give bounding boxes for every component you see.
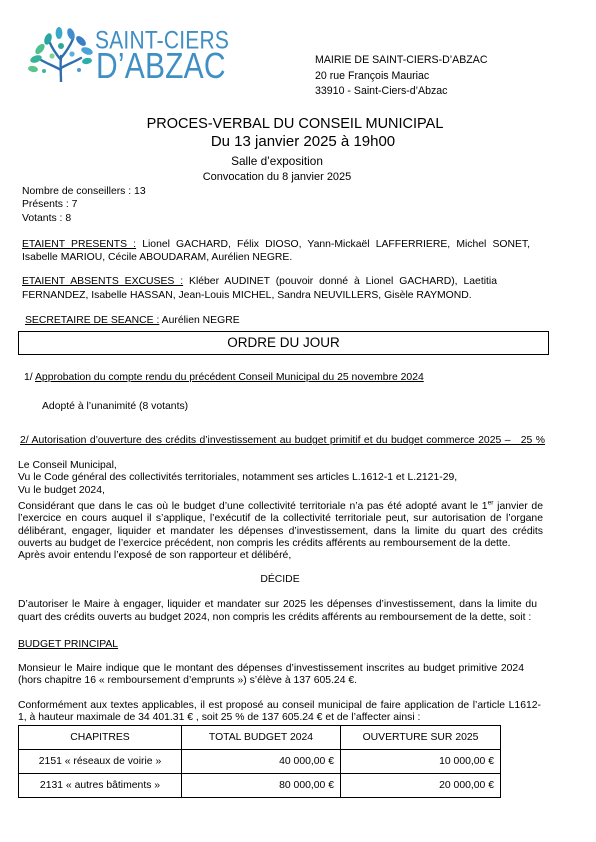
item-1-number: 1/	[24, 372, 33, 383]
proposal-line-1-text: Conformément aux textes applicables, il est proposé au conseil municipal de faire application de l’article L1612-	[18, 700, 541, 711]
present-members-line-1	[22, 239, 530, 251]
councillors-count: Nombre de conseillers : 13	[22, 186, 146, 197]
ordinal-superscript: er	[487, 499, 494, 507]
decide-heading: DÉCIDE	[260, 574, 300, 585]
preamble-line-3: Vu le budget 2024,	[18, 485, 105, 496]
logo-line2: D’ABZAC	[96, 46, 226, 87]
preamble-line-7: ouverts au budget de l’exercice précédent, non compris les crédits afférents au remboursement de la dette.	[18, 538, 511, 549]
preamble-line-6	[18, 526, 543, 538]
absent-members-line-1	[22, 276, 497, 288]
present-count: Présents : 7	[22, 199, 78, 210]
table-header-row	[19, 726, 501, 750]
meeting-date: Du 13 janvier 2025 à 19h00	[210, 133, 396, 150]
preamble-line-5	[18, 513, 543, 525]
meeting-location: Salle d’exposition	[231, 154, 323, 168]
convocation-date: Convocation du 8 janvier 2025	[202, 171, 352, 183]
logo-tree-icon	[28, 26, 94, 82]
preamble-line-4	[18, 501, 543, 513]
voters-count: Votants : 8	[22, 213, 72, 224]
item-1-result: Adopté à l’unanimité (8 votants)	[42, 401, 189, 412]
amount-line-2: (hors chapitre 16 « remboursement d’emprunts ») s’élève à 137 605.24 €.	[18, 675, 358, 686]
agenda-title: ORDRE DU JOUR	[227, 335, 340, 350]
item-2-heading	[20, 435, 545, 447]
absent-members-names: Kléber AUDINET (pouvoir donné à Lionel GACHARD), Laetitia	[189, 276, 497, 287]
amount-line-1-text: Monsieur le Maire indique que le montant des dépenses d’investissement inscrites au budget primitive 2024	[18, 663, 524, 674]
proposal-line-2: 1, à hauteur maximale de 34 401.31 € , soit 25 % de 137 605.24 € et de l’affecter ainsi :	[18, 712, 421, 723]
budget-principal-heading: BUDGET PRINCIPAL	[18, 639, 119, 650]
row-ouverture: 20 000,00 €	[341, 774, 501, 798]
table-row	[19, 774, 501, 798]
header-total-budget: TOTAL BUDGET 2024	[182, 726, 341, 750]
logo-line1: SAINT-CIERS	[95, 26, 230, 55]
row-chapitre: 2151 « réseaux de voirie »	[19, 750, 182, 774]
absent-members-line-2: FERNANDEZ, Isabelle HASSAN, Jean-Louis MICHEL, Sandra NEUVILLERS, Gisèle RAYMOND.	[22, 290, 472, 301]
secretary-label: SECRETAIRE DE SEANCE :	[25, 315, 160, 326]
proposal-line-1	[18, 700, 541, 712]
header-ouverture: OUVERTURE SUR 2025	[341, 726, 501, 750]
amount-line-1	[18, 663, 524, 675]
preamble-line-1: Le Conseil Municipal,	[18, 460, 117, 471]
decision-line-1-text: D’autoriser le Maire à engager, liquider et mandater sur 2025 les dépenses d’investissement, dans la limite du	[18, 599, 537, 610]
address-line-1: MAIRIE DE SAINT-CIERS-D’ABZAC	[315, 54, 488, 66]
table-row	[19, 750, 501, 774]
secretary-name: Aurélien NEGRE	[161, 315, 240, 326]
preamble-line-6-text: délibérant, engager, liquider et mandater les dépenses d’investissement, dans la limite du quart des crédits	[18, 526, 543, 537]
row-chapitre: 2131 « autres bâtiments »	[19, 774, 182, 798]
address-line-3: 33910 - Saint-Ciers-d’Abzac	[315, 85, 448, 97]
row-total: 40 000,00 €	[182, 750, 341, 774]
header-chapitres: CHAPITRES	[19, 726, 182, 750]
decision-line-2: quart des crédits ouverts au budget 2024, non compris les crédits afférents au remboursement de la dette, soit :	[18, 612, 532, 623]
preamble-line-4-end: janvier de	[497, 501, 543, 512]
item-2-heading-text: 2/ Autorisation d’ouverture des crédits d’investissement au budget primitif et du budget commerce 2025 – 25 %	[20, 435, 545, 446]
row-ouverture: 10 000,00 €	[341, 750, 501, 774]
absent-members-label: ETAIENT ABSENTS EXCUSES :	[22, 276, 184, 287]
secretary-line	[25, 315, 240, 327]
present-members-names: Lionel GACHARD, Félix DIOSO, Yann-Mickaël LAFFERRIERE, Michel SONET,	[142, 239, 530, 250]
allocation-table	[18, 725, 501, 798]
item-1-title: Approbation du compte rendu du précédent Conseil Municipal du 25 novembre 2024	[35, 372, 424, 383]
present-members-line-2: Isabelle MARIOU, Cécile ABOUDARAM, Aurélien NEGRE.	[22, 252, 293, 263]
decision-line-1	[18, 599, 537, 611]
preamble-line-8: Après avoir entendu l’exposé de son rapporteur et délibéré,	[18, 550, 292, 561]
present-members-label: ETAIENT PRESENTS :	[22, 239, 137, 250]
preamble-line-4-start: Considérant que dans le cas où le budget d’une collectivité territoriale n’a pas été adopté avant le 1	[18, 501, 488, 512]
preamble-line-5-text: l’exercice en cours auquel il s’applique, l’exécutif de la collectivité territoriale peut, sur autorisation de l’organe	[18, 513, 543, 524]
address-line-2: 20 rue François Mauriac	[315, 70, 430, 82]
preamble-line-2: Vu le Code général des collectivités territoriales, notamment ses articles L.1612-1 et L.2121-29,	[18, 472, 458, 483]
row-total: 80 000,00 €	[182, 774, 341, 798]
document-title: PROCES-VERBAL DU CONSEIL MUNICIPAL	[146, 116, 444, 132]
agenda-box	[18, 331, 549, 355]
item-1-heading	[24, 372, 424, 384]
